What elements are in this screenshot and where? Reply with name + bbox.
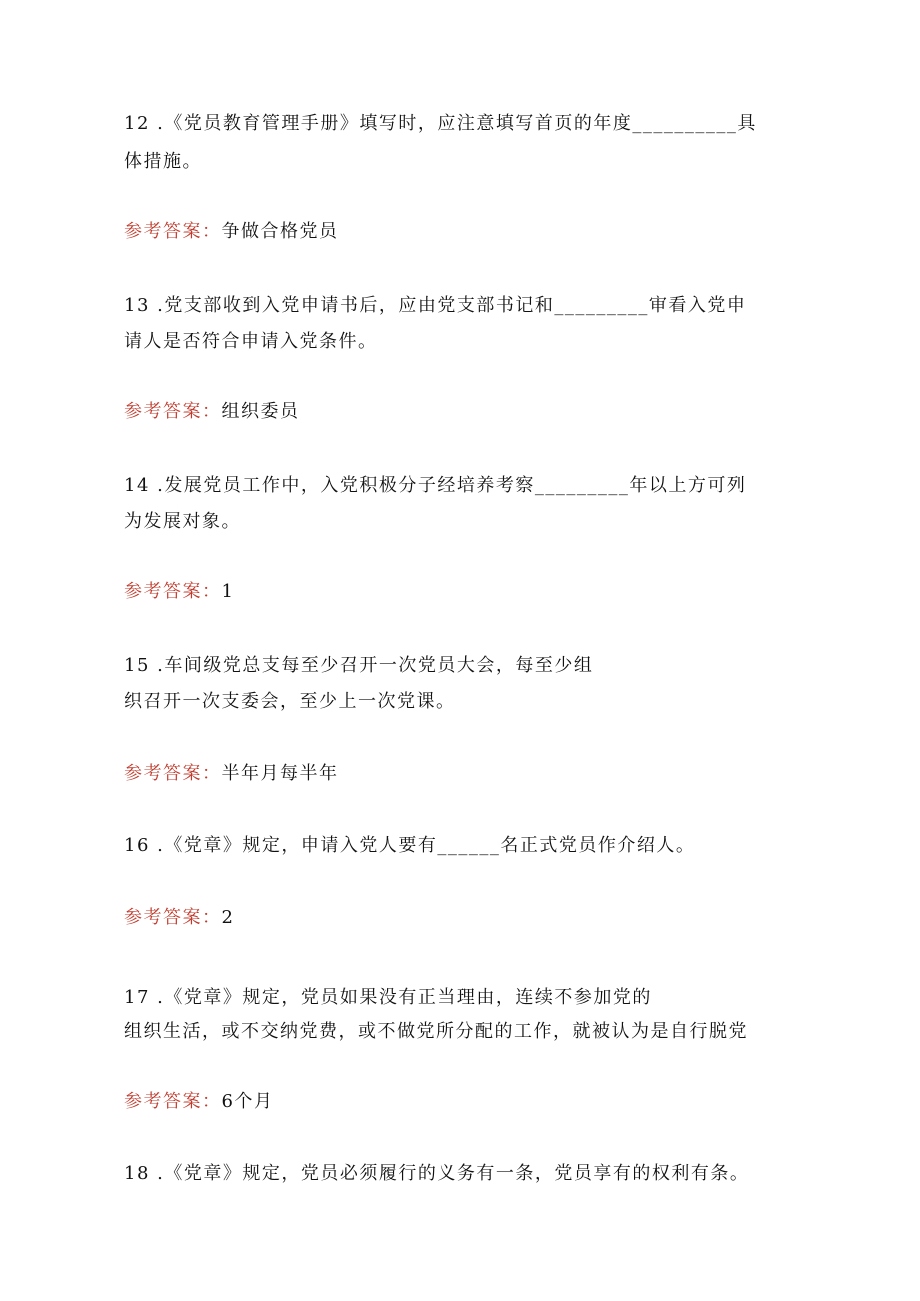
answer-13 — [124, 400, 300, 424]
answer-text: 争做合格党员 — [221, 221, 339, 242]
answer-label: 参考答案： — [124, 221, 222, 242]
answer-text: 1 — [221, 581, 235, 602]
question-16-line-1: 16 .《党章》规定，申请入党人要有______名正式党员作介绍人。 — [124, 835, 696, 856]
question-15-line-1: 15 .车间级党总支每至少召开一次党员大会，每至少组 — [124, 655, 594, 676]
question-15-line-2: 织召开一次支委会，至少上一次党课。 — [124, 691, 456, 712]
answer-text: 2 — [221, 907, 235, 928]
question-12-line-2: 体措施。 — [124, 151, 202, 172]
answer-12 — [124, 220, 339, 244]
answer-text: 组织委员 — [221, 401, 300, 422]
answer-16 — [124, 906, 234, 930]
question-14-line-1: 14 .发展党员工作中，入党积极分子经培养考察_________年以上方可列 — [124, 475, 747, 496]
answer-label: 参考答案： — [124, 401, 222, 422]
question-13-line-1: 13 .党支部收到入党申请书后，应由党支部书记和_________审看入党申 — [124, 295, 747, 316]
question-18-line-1: 18 .《党章》规定，党员必须履行的义务有一条，党员享有的权利有条。 — [124, 1163, 750, 1184]
answer-label: 参考答案： — [124, 763, 222, 784]
answer-14 — [124, 580, 234, 604]
answer-label: 参考答案： — [124, 907, 222, 928]
answer-label: 参考答案： — [124, 1091, 222, 1112]
answer-17 — [124, 1090, 273, 1114]
question-14-line-2: 为发展对象。 — [124, 511, 241, 532]
answer-text: 半年月每半年 — [221, 763, 339, 784]
answer-label: 参考答案： — [124, 581, 222, 602]
question-13-line-2: 请人是否符合申请入党条件。 — [124, 331, 378, 352]
answer-15 — [124, 762, 339, 786]
question-17-line-2: 组织生活，或不交纳党费，或不做党所分配的工作，就被认为是自行脱党 — [124, 1021, 748, 1042]
answer-text: 6个月 — [221, 1091, 274, 1112]
question-12-line-1: 12 .《党员教育管理手册》填写时，应注意填写首页的年度__________具 — [124, 113, 757, 134]
question-17-line-1: 17 .《党章》规定，党员如果没有正当理由，连续不参加党的 — [124, 987, 652, 1008]
